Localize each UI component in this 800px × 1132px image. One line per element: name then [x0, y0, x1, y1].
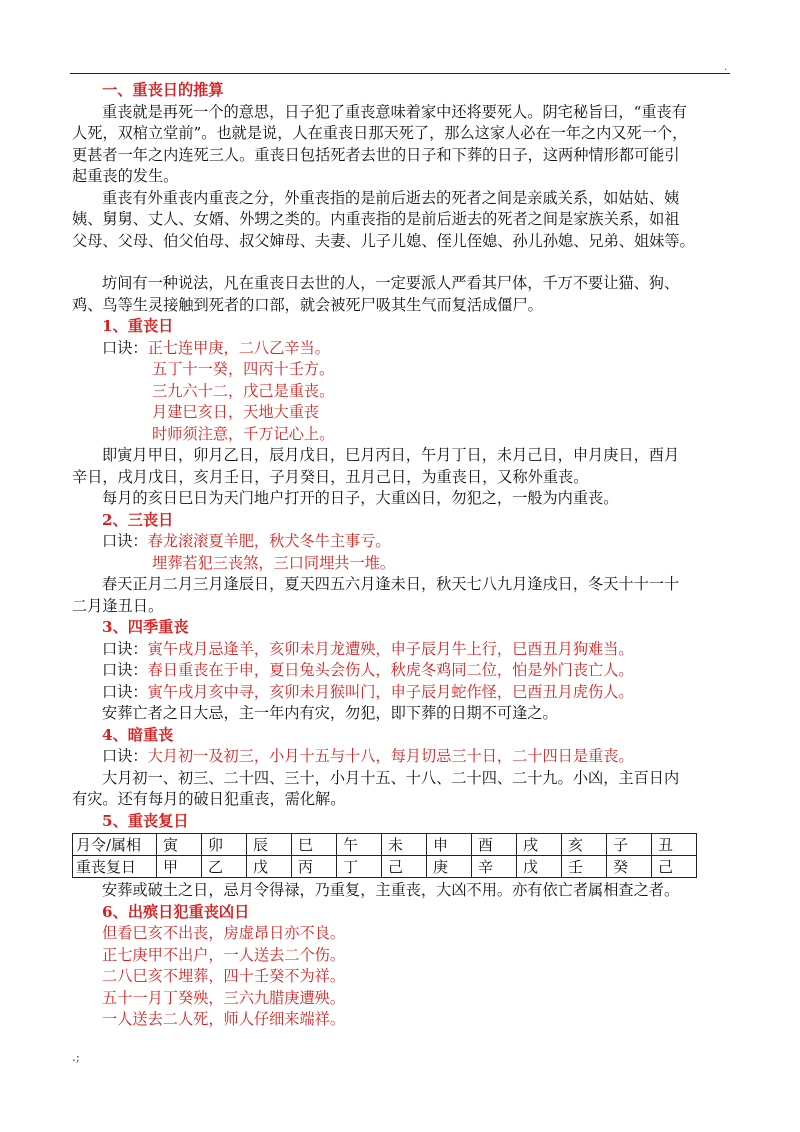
section-heading-1: 一、重丧日的推算 [102, 81, 224, 99]
verse-prefix: 口诀： [102, 532, 148, 550]
verse-line: 五丁十一癸，四丙十壬方。 [152, 360, 335, 378]
table-cell: 重丧复日 [73, 856, 157, 878]
verse-line: 五十一月丁癸殃，三六九腊庚遭殃。 [102, 988, 345, 1007]
verse-text: 大月初一及初三，小月十五与十八，每月切忌三十日，二十四日是重丧。 [147, 747, 634, 765]
table-cell: 子 [607, 834, 652, 856]
table-cell: 寅 [157, 834, 202, 856]
text-line: 安葬或破土之日，忌月令得禄，乃重复，主重丧，大凶不用。亦有依亡者属相查之者。 [102, 881, 680, 899]
text-line: 人死，双棺立堂前”。也就是说，人在重丧日那天死了，那么这家人必在一年之内又死一个， [72, 124, 688, 142]
table-cell: 戊 [517, 856, 562, 878]
verse-text: 春日重丧在于申，夏日兔头会伤人，秋虎冬鸡同二位，怕是外门丧亡人。 [147, 661, 634, 679]
verse-text: 正七连甲庚，二八乙辛当。 [147, 338, 330, 357]
text-line: 起重丧的发生。 [72, 167, 179, 185]
verse-line: 二八巳亥不埋葬，四十壬癸不为祥。 [102, 967, 345, 985]
text-line: 鸡、鸟等生灵接触到死者的口部，就会被死尸吸其生气而复活成僵尸。 [72, 295, 543, 314]
verse-prefix: 口诀： [102, 661, 148, 679]
paragraph-types [72, 188, 732, 253]
table-cell: 庚 [427, 856, 472, 878]
table-cell: 戊 [247, 856, 292, 878]
verse-line [72, 660, 732, 682]
text-line: 春天正月二月三月逢辰日，夏天四五六月逢未日，秋天七八九月逢戌日，冬天十十一十 [102, 575, 680, 593]
section-heading-2: 1、重丧日 [102, 317, 174, 335]
table-cell: 午 [337, 834, 382, 856]
table-cell: 丙 [292, 856, 337, 878]
table-cell: 戌 [517, 834, 562, 856]
paragraph-folk-saying [72, 273, 732, 316]
verse-line: 但看巳亥不出丧，房虚昂日亦不良。 [102, 924, 345, 942]
verse-line: 三九六十二，戊己是重丧。 [152, 381, 335, 400]
section-heading-7: 6、出殡日犯重丧凶日 [102, 902, 250, 921]
verse-line: 时师须注意，千万记心上。 [152, 424, 335, 443]
text-line: 父母、父母、伯父伯母、叔父婶母、夫妻、儿子儿媳、侄儿侄媳、孙儿孙媳、兄弟、姐妹等。 [72, 231, 695, 250]
section-heading-5: 4、暗重丧 [102, 725, 174, 744]
table-cell: 丑 [652, 834, 697, 856]
verse-line: 月建巳亥日，天地大重丧 [152, 403, 320, 421]
spacer [72, 252, 732, 273]
verse-text: 寅午戌月忌逢羊，亥卯未月龙遭殃，申子辰月牛上行，巳酉丑月狗难当。 [147, 639, 634, 658]
table-cell: 亥 [562, 834, 607, 856]
text-line: 有灾。还有每月的破日犯重丧，需化解。 [72, 790, 346, 808]
verse-line: 一人送去二人死，师人仔细来端祥。 [102, 1010, 345, 1028]
verse-line: 正七庚甲不出户，一人送去二个伤。 [102, 945, 345, 964]
footer-mark: .; [72, 1050, 80, 1064]
table-cell: 癸 [607, 856, 652, 878]
table-row [73, 856, 697, 878]
verse-prefix: 口诀： [102, 639, 148, 658]
table-cell: 丁 [337, 856, 382, 878]
text-line: 大月初一、初三、二十四、三十，小月十五、十八、二十四、二十九。小凶，主百日内 [102, 768, 680, 787]
verse-prefix: 口诀： [102, 338, 148, 357]
table-cell: 巳 [292, 834, 337, 856]
text-line: 更甚者一年之内连死三人。重丧日包括死者去世的日子和下葬的日子，这两种情形都可能引 [72, 145, 680, 164]
verse-line [72, 531, 732, 553]
table-cell: 甲 [157, 856, 202, 878]
verse-line [72, 338, 732, 360]
header-rule [70, 73, 730, 74]
text-line: 二月逢丑日。 [72, 596, 164, 615]
text-line: 坊间有一种说法，凡在重丧日去世的人，一定要派人严看其尸体，千万不要让猫、狗、 [102, 274, 680, 292]
text-line: 每月的亥日巳日为天门地户打开的日子，大重凶日，勿犯之，一般为内重丧。 [102, 489, 619, 507]
document-body [72, 80, 732, 1031]
verse-text: 春龙滚滚夏羊肥，秋犬冬牛主事亏。 [147, 532, 391, 550]
table-cell: 壬 [562, 856, 607, 878]
paragraph-definition [72, 102, 732, 188]
table-cell: 己 [652, 856, 697, 878]
verse-line [72, 746, 732, 768]
verse-line: 埋葬若犯三丧煞，三口同埋共一堆。 [152, 553, 395, 572]
text-line: 即寅月甲日，卯月乙日，辰月戊日，巳月丙日，午月丁日，未月己日，申月庚日，酉月 [102, 446, 680, 464]
verse-line [72, 639, 732, 661]
verse-prefix: 口诀： [102, 682, 148, 701]
table-cell: 月令/属相 [73, 834, 157, 856]
text-line: 姨、舅舅、丈人、女婿、外甥之类的。内重丧指的是前后逝去的死者之间是家族关系，如祖 [72, 210, 680, 228]
table-cell: 酉 [472, 834, 517, 856]
verse-text: 寅午戌月亥中寻，亥卯未月猴叫门，申子辰月蛇作怪，巳酉丑月虎伤人。 [147, 682, 634, 701]
table-cell: 辰 [247, 834, 292, 856]
section-heading-6: 5、重丧复日 [102, 811, 189, 830]
header-mark: . [724, 62, 728, 73]
text-line: 辛日，戌月戊日，亥月壬日，子月癸日，丑月己日，为重丧日，又称外重丧。 [72, 467, 589, 486]
table-cell: 未 [382, 834, 427, 856]
section-heading-3: 2、三丧日 [102, 510, 174, 529]
table-cell: 卯 [202, 834, 247, 856]
verse-prefix: 口诀： [102, 747, 148, 765]
table-cell: 辛 [472, 856, 517, 878]
table-row [73, 834, 697, 856]
text-line: 重丧就是再死一个的意思，日子犯了重丧意味着家中还将要死人。阴宅秘旨曰，“重丧有 [102, 102, 687, 121]
text-line: 安葬亡者之日大忌，主一年内有灾，勿犯，即下葬的日期不可逢之。 [102, 704, 558, 722]
table-cell: 己 [382, 856, 427, 878]
table-cell: 申 [427, 834, 472, 856]
verse-line [72, 682, 732, 704]
text-line: 重丧有外重丧内重丧之分，外重丧指的是前后逝去的死者之间是亲戚关系，如姑姑、姨 [102, 188, 680, 207]
recurrence-table [72, 833, 697, 878]
section-heading-4: 3、四季重丧 [102, 618, 189, 636]
table-cell: 乙 [202, 856, 247, 878]
